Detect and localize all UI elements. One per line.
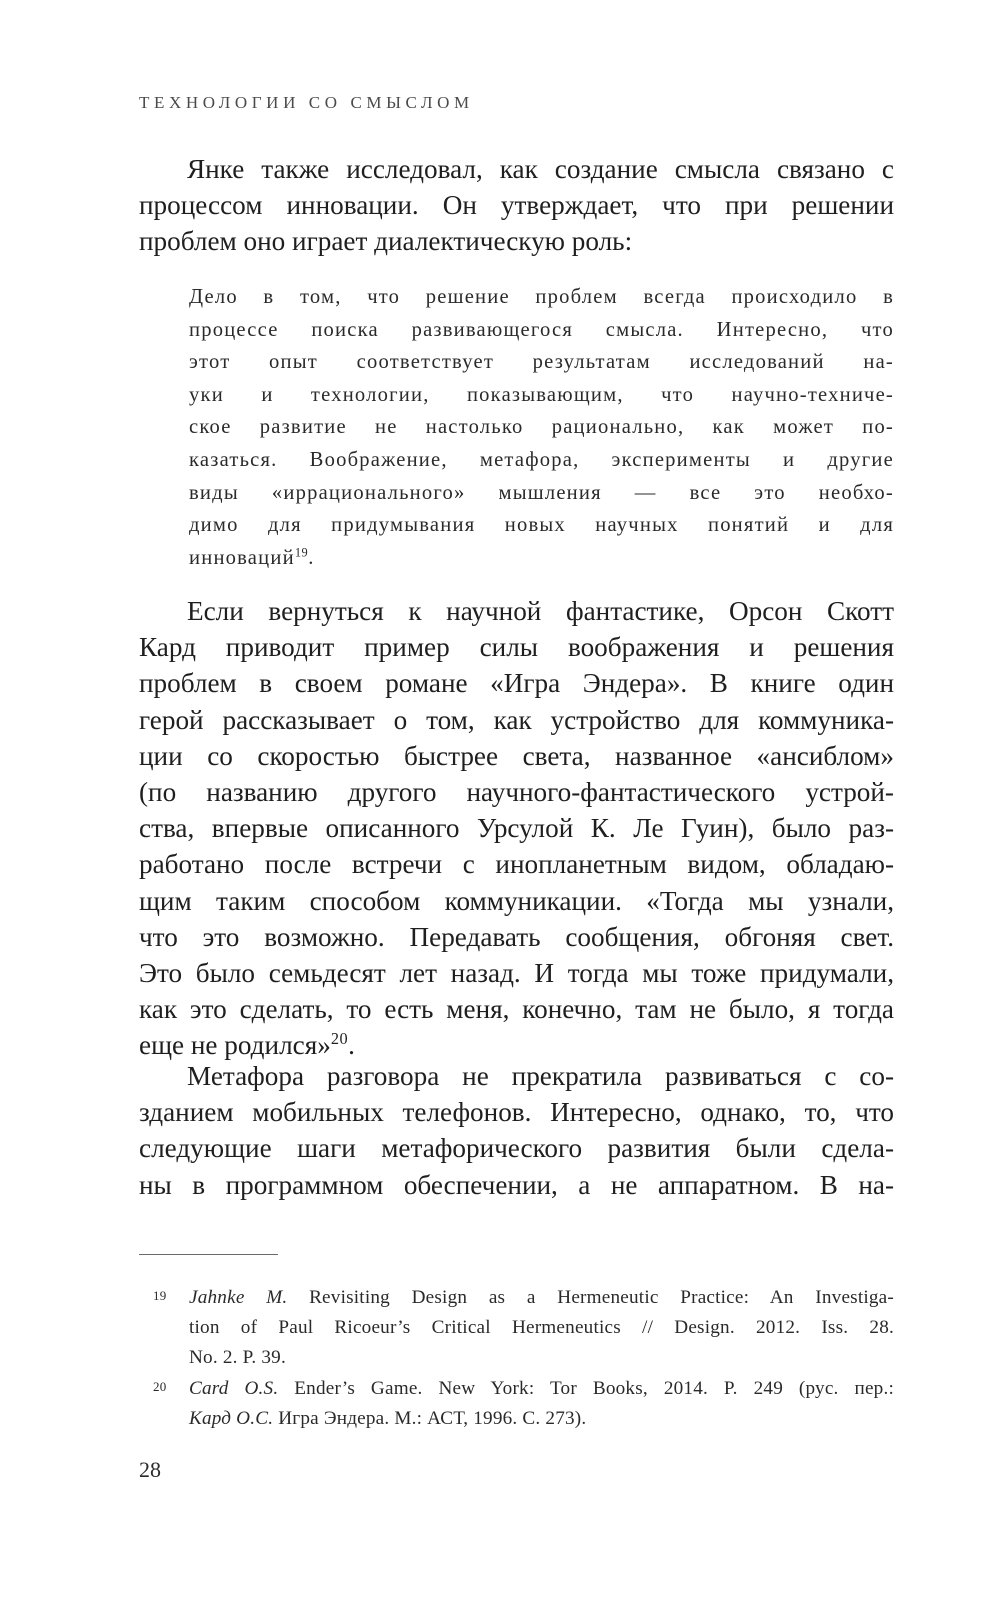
footnote-20	[139, 1374, 894, 1434]
footnote-number: 20	[153, 1379, 167, 1394]
page-number: 28	[139, 1457, 161, 1482]
footnote-line	[139, 1374, 894, 1404]
quote-line-text: инноваций	[189, 546, 295, 569]
running-head: ТЕХНОЛОГИИ СО СМЫСЛОМ	[139, 93, 474, 112]
footnote-ref-20[interactable]: 20	[330, 1029, 349, 1049]
text-line: проблем оно играет диалектическую роль:	[139, 226, 633, 257]
text-line: ции со скоростью быстрее света, названное «ансиблом»	[139, 740, 894, 771]
footnote-text: Ender’s Game. New York: Tor Books, 2014. P. 249 (рус. пер.:	[294, 1378, 894, 1399]
para-end-punct: .	[348, 1030, 355, 1061]
text-line: проблем в своем романе «Игра Эндера». В книге один	[139, 668, 894, 699]
quote-line: казаться. Воображение, метафора, эксперименты и другие	[189, 448, 894, 471]
footnote-line: tion of Paul Ricoeur’s Critical Hermeneutics // Design. 2012. Iss. 28.	[189, 1317, 894, 1338]
text-line: зданием мобильных телефонов. Интересно, однако, то, что	[139, 1097, 894, 1128]
text-line: ства, впервые описанного Урсулой К. Ле Гуин), было раз-	[139, 813, 894, 844]
text-line: процессом инновации. Он утверждает, что при решении	[139, 190, 894, 221]
footnote-number: 19	[153, 1288, 167, 1303]
quote-line: Дело в том, что решение проблем всегда происходило в	[189, 286, 894, 308]
footnote-19	[139, 1283, 894, 1373]
text-line: (по названию другого научного-фантастического устрой-	[139, 777, 894, 808]
quote-end-punct: .	[308, 546, 315, 569]
text-line: как это сделать, то есть меня, конечно, там не было, я тогда	[139, 994, 894, 1025]
footnote-author: Card O.S.	[189, 1378, 279, 1399]
text-line: Янке также исследовал, как создание смысла связано с	[187, 154, 894, 184]
quote-line: этот опыт соответствует результатам исследований на-	[189, 351, 894, 374]
quote-line: димо для придумывания новых научных понятий и для	[189, 514, 894, 537]
text-line: что это возможно. Передавать сообщения, обгоняя свет.	[139, 921, 894, 952]
text-line: Это было семьдесят лет назад. И тогда мы тоже придумали,	[139, 958, 894, 989]
text-line: следующие шаги метафорического развития были сдела-	[139, 1133, 894, 1164]
text-line: Метафора разговора не прекратила развиваться с со-	[187, 1061, 894, 1091]
footnote-text: Revisiting Design as a Hermeneutic Practice: An Investiga-	[309, 1287, 894, 1308]
quote-line: виды «иррационального» мышления — все это необхо-	[189, 481, 894, 504]
body-paragraph-1	[139, 151, 894, 260]
footnote-author: Кард О.С.	[189, 1408, 274, 1429]
quote-line: процессе поиска развивающегося смысла. Интересно, что	[189, 318, 894, 341]
quote-last-line	[189, 542, 894, 575]
quote-line: ское развитие не настолько рационально, как может по-	[189, 416, 894, 439]
footnote-ref-19[interactable]: 19	[294, 545, 309, 560]
body-paragraph-3	[139, 1058, 894, 1203]
text-line: щим таким способом коммуникации. «Тогда мы узнали,	[139, 885, 894, 916]
text-line: ны в программном обеспечении, а не аппаратном. В на-	[139, 1169, 894, 1200]
text-line: еще не родился»	[139, 1030, 331, 1061]
footnote-author: Jahnke M.	[189, 1287, 288, 1308]
quote-line: уки и технологии, показывающим, что научно-техниче-	[189, 383, 894, 406]
footnote-line	[139, 1404, 894, 1434]
text-line: герой рассказывает о том, как устройство для коммуника-	[139, 704, 894, 735]
footnote-text: Игра Эндера. М.: АСТ, 1996. С. 273).	[278, 1408, 587, 1429]
footnote-divider	[139, 1254, 278, 1255]
text-line: работано после встречи с инопланетным видом, обладаю-	[139, 849, 894, 880]
text-line: Если вернуться к научной фантастике, Орсон Скотт	[187, 596, 894, 626]
footnote-line: No. 2. P. 39.	[189, 1347, 286, 1368]
block-quote	[189, 281, 894, 574]
footnote-line	[139, 1283, 894, 1313]
text-line: Кард приводит пример силы воображения и решения	[139, 632, 894, 663]
body-paragraph-2	[139, 593, 894, 1064]
